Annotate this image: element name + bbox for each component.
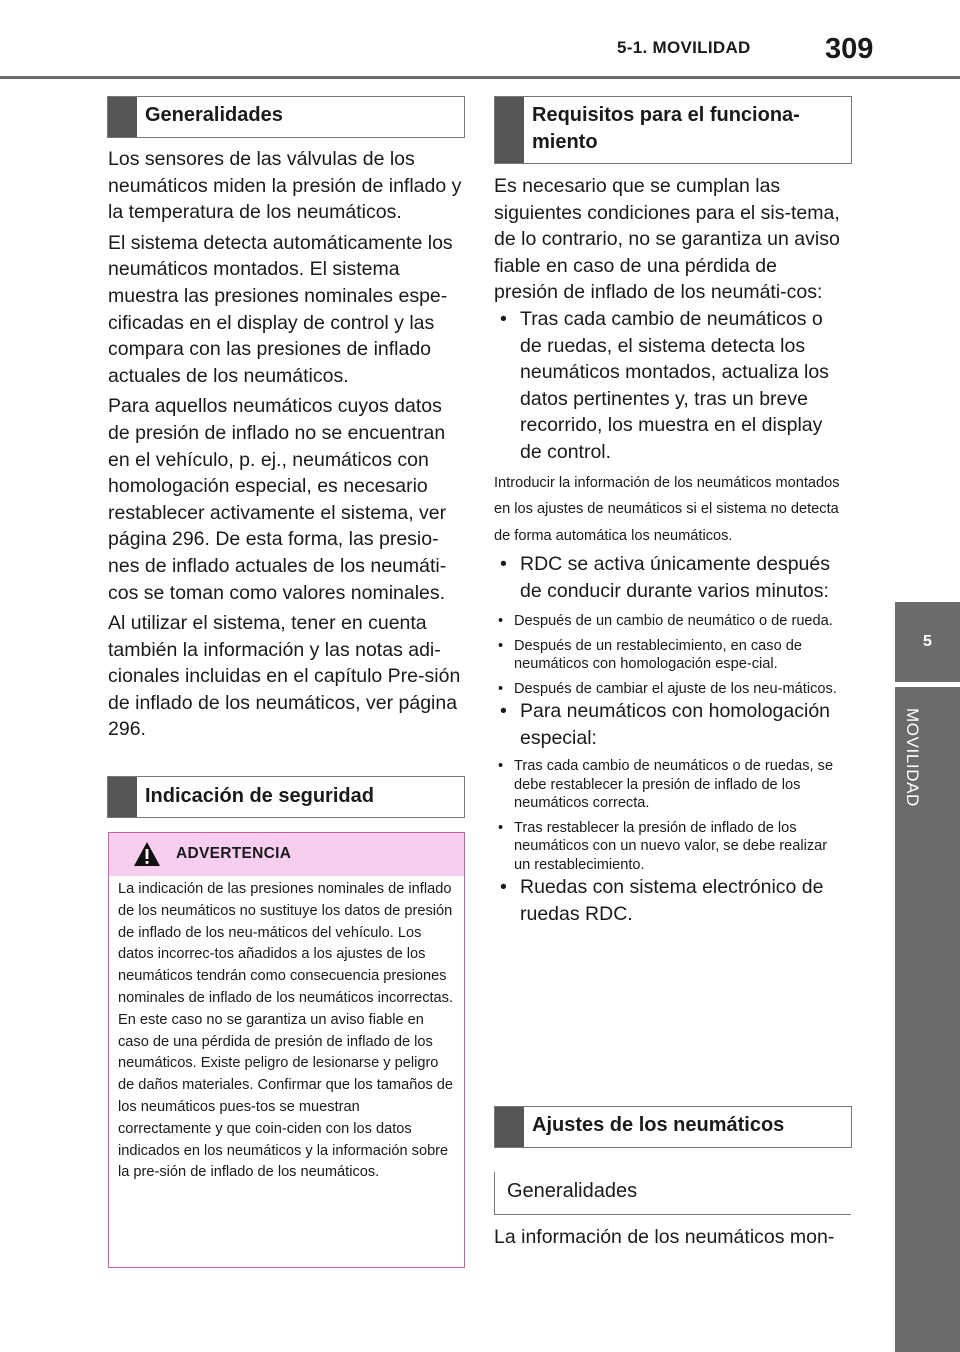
paragraph: Para aquellos neumáticos cuyos datos de presión de inflado no se encuentran en el vehículo, p. ej., neumáticos con homologación especial, es necesario restablecer activamente el sistema, ver página 296. De esta forma, las presio-nes de inflado actuales de los neumáti-cos se toman como valores nominales. xyxy=(108,395,447,604)
right-body xyxy=(494,173,844,928)
section-heading-seguridad xyxy=(107,776,465,818)
heading-text: Indicación de seguridad xyxy=(145,785,374,807)
heading-marker xyxy=(108,777,137,817)
sub-bullet-item: • Después de cambiar el ajuste de los neu-máticos. xyxy=(494,680,844,699)
section-heading-requisitos xyxy=(494,96,852,164)
warning-box xyxy=(108,832,465,1268)
paragraph: Los sensores de las válvulas de los neumáticos miden la presión de inflado y la temperatura de los neumáticos. xyxy=(108,148,462,224)
paragraph: La información de los neumáticos mon- xyxy=(494,1226,835,1248)
warning-title: ADVERTENCIA xyxy=(176,845,292,862)
left-body xyxy=(108,146,464,743)
heading-text: Ajustes de los neumáticos xyxy=(532,1114,785,1136)
subsection-heading-generalidades xyxy=(494,1172,851,1215)
warning-header xyxy=(109,833,464,876)
warning-text: La indicación de las presiones nominales de inflado de los neumáticos no sustituye los datos de presión de inflado de los neu-máticos del vehículo. Los datos incorrec-tos añadidos a los ajustes de los neumáticos tendrán como consecuencia presiones nominales de inflado de los neumáticos incorrectas. En este caso no se garantiza un aviso fiable en caso de una pérdida de presión de inflado de los neumáticos. Existe peligro de lesionarse y peligro de daños materiales. Confirmar que los tamaños de los neumáticos pues-tos se muestran correctamente y que coin-ciden con los datos indicados en los neumáticos y la información sobre la pre-sión de inflado de los neumáticos. xyxy=(118,881,454,1181)
paragraph: Es necesario que se cumplan las siguientes condiciones para el sis-tema, de lo contrario, no se garantiza un aviso fiable en caso de una pérdida de presión de inflado de los neumáti-cos: xyxy=(494,175,840,304)
bullet-item: • Para neumáticos con homologación especial: xyxy=(494,698,844,751)
sub-bullet-item: • Tras cada cambio de neumáticos o de ruedas, se debe restablecer la presión de inflado de los neumáticos correcta. xyxy=(494,757,844,813)
heading-marker xyxy=(495,1107,524,1147)
heading-marker xyxy=(108,97,137,137)
section-heading-generalidades xyxy=(107,96,465,138)
heading-marker xyxy=(495,97,524,163)
header-rule xyxy=(0,76,960,79)
heading-text: Requisitos para el funciona-miento xyxy=(532,104,800,153)
note-text: Introducir la información de los neumáticos montados en los ajustes de neumáticos si el sistema no detecta de forma automática los neumáticos. xyxy=(494,474,840,544)
sub-bullet-item: • Después de un restablecimiento, en caso de neumáticos con homologación espe-cial. xyxy=(494,637,844,674)
bullet-item: • Ruedas con sistema electrónico de ruedas RDC. xyxy=(494,874,844,927)
paragraph: El sistema detecta automáticamente los neumáticos montados. El sistema muestra las presiones nominales espe-cificadas en el display de control y las compara con las presiones de inflado actuales de los neumáticos. xyxy=(108,231,453,387)
warning-icon xyxy=(133,841,161,867)
section-heading-ajustes xyxy=(494,1106,852,1148)
chapter-number-tab: 5 xyxy=(895,602,960,682)
bullet-item: • RDC se activa únicamente después de conducir durante varios minutos: xyxy=(494,551,844,604)
subheading-text: Generalidades xyxy=(507,1180,638,1202)
section-title: 5-1. MOVILIDAD xyxy=(617,38,751,57)
paragraph: Al utilizar el sistema, tener en cuenta también la información y las notas adi-cionales incluidas en el capítulo Pre-sión de inflado de los neumáticos, ver página 296. xyxy=(108,612,461,741)
chapter-side-label: MOVILIDAD xyxy=(903,708,922,807)
sub-bullet-item: • Después de un cambio de neumático o de rueda. xyxy=(494,612,844,631)
heading-text: Generalidades xyxy=(145,104,283,126)
bullet-item: • Tras cada cambio de neumáticos o de ruedas, el sistema detecta los neumáticos montados, actualiza los datos pertinentes y, tras un breve recorrido, los muestra en el display de control. xyxy=(494,306,844,466)
sub-bullet-item: • Tras restablecer la presión de inflado de los neumáticos con un nuevo valor, se debe realizar un restablecimiento. xyxy=(494,819,844,875)
page-number: 309 xyxy=(825,33,874,65)
